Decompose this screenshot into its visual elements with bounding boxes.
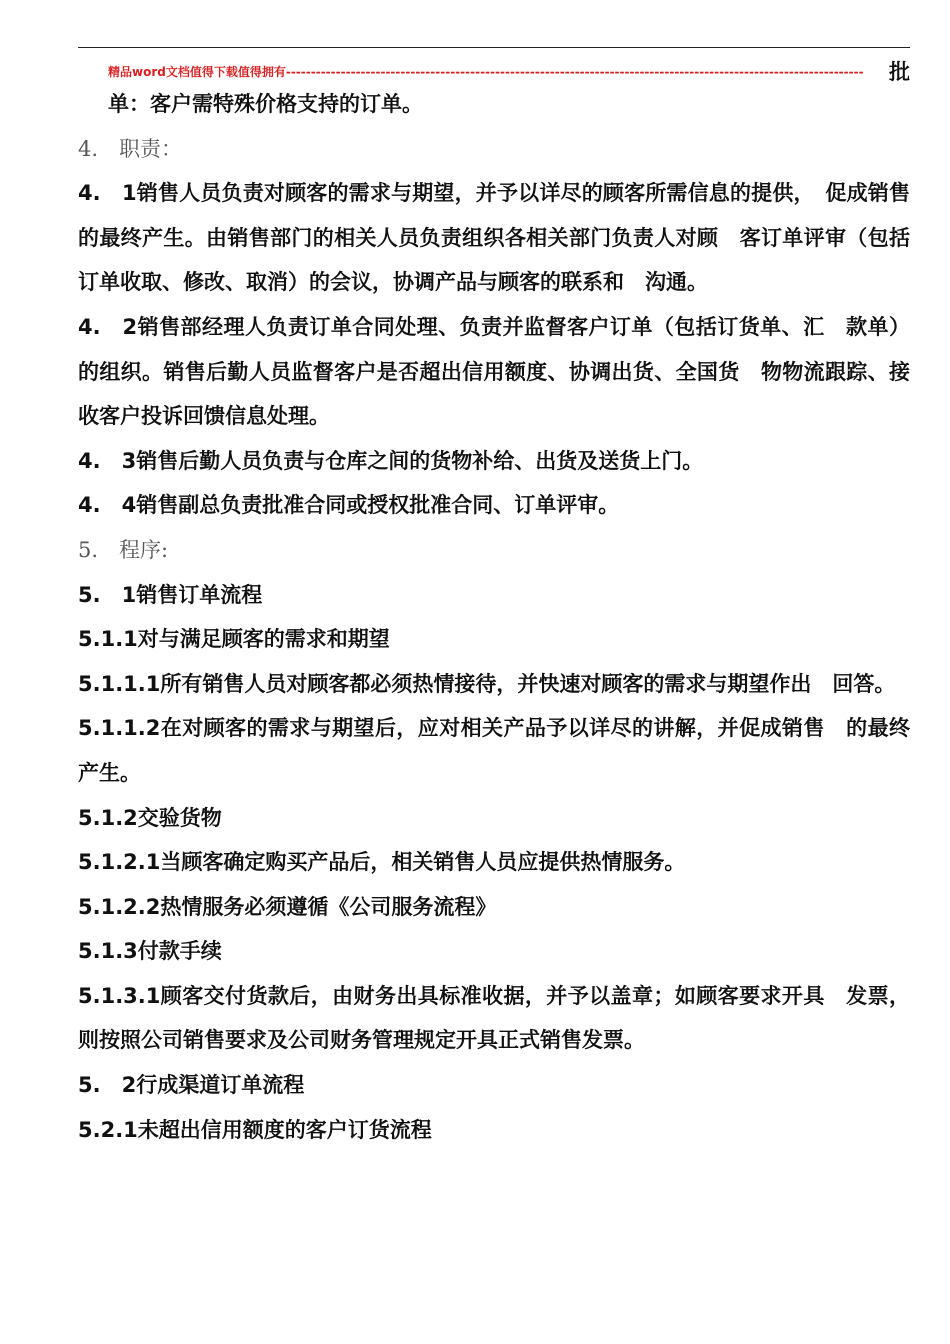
paragraph-5-1-2-2: 5.1.2.2热情服务必须遵循《公司服务流程》	[78, 894, 497, 919]
paragraph-4-4: 4. 4销售副总负责批准合同或授权批准合同、订单评审。	[78, 493, 620, 518]
paragraph-5-1-1-2: 5.1.1.2在对顾客的需求与期望后，应对相关产品予以详尽的讲解，并促成销售 的最终产生。	[78, 716, 910, 785]
heading-5-2-1: 5.2.1未超出信用额度的客户订货流程	[78, 1117, 432, 1142]
header-rule	[78, 47, 910, 48]
heading-5-1-2: 5.1.2交验货物	[78, 805, 222, 830]
heading-5-1-1: 5.1.1对与满足顾客的需求和期望	[78, 627, 390, 652]
heading-5-2: 5. 2行成渠道订单流程	[78, 1073, 305, 1098]
header-watermark: 精品word文档值得下载值得拥有--------------------------------------------------------------------------------------------------------------------	[108, 65, 864, 79]
paragraph-approval-continued: 单：客户需特殊价格支持的订单。	[108, 92, 423, 116]
header-continued-char: 批	[889, 60, 910, 84]
heading-5-1-3: 5.1.3付款手续	[78, 939, 222, 964]
paragraph-4-2: 4. 2销售部经理人负责订单合同处理、负责并监督客户订单（包括订货单、汇 款单）的组织。销售后勤人员监督客户是否超出信用额度、协调出货、全国货 物物流跟踪、接收客户投诉回馈信息处理。	[78, 314, 910, 429]
section-5-heading: 5. 程序:	[78, 537, 169, 562]
section-4-heading: 4. 职责：	[78, 136, 183, 161]
paragraph-5-1-3-1: 5.1.3.1顾客交付货款后，由财务出具标准收据，并予以盖章；如顾客要求开具 发票，则按照公司销售要求及公司财务管理规定开具正式销售发票。	[78, 983, 910, 1053]
heading-5-1: 5. 1销售订单流程	[78, 582, 263, 607]
paragraph-5-1-1-1: 5.1.1.1所有销售人员对顾客都必须热情接待，并快速对顾客的需求与期望作出 回答。	[78, 671, 896, 696]
paragraph-4-3: 4. 3销售后勤人员负责与仓库之间的货物补给、出货及送货上门。	[78, 448, 704, 473]
document-body	[78, 82, 910, 1152]
paragraph-4-1: 4. 1销售人员负责对顾客的需求与期望，并予以详尽的顾客所需信息的提供， 促成销售的最终产生。由销售部门的相关人员负责组织各相关部门负责人对顾 客订单评审（包括订单收取、修改、取消）的会议，协调产品与顾客的联系和 沟通。	[78, 181, 910, 295]
paragraph-5-1-2-1: 5.1.2.1当顾客确定购买产品后，相关销售人员应提供热情服务。	[78, 850, 686, 875]
